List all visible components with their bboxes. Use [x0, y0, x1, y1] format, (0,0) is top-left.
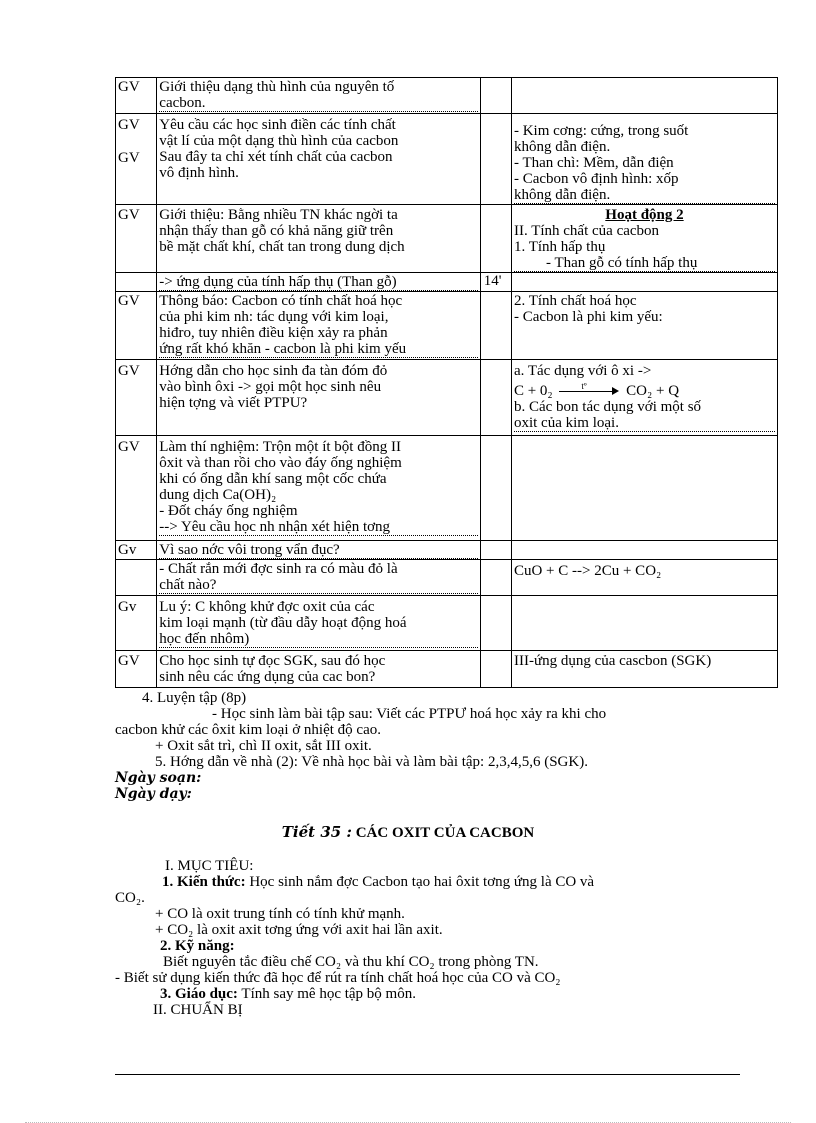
role-cell [116, 273, 157, 292]
date-taught: Ngày dạy: [115, 786, 192, 802]
knowledge-label: 1. Kiến thức: [162, 874, 246, 890]
activity-line: Sau đây ta chỉ xét tính chất của cacbon [159, 149, 393, 165]
role-cell: GV [116, 360, 157, 436]
education-text: Tính say mê học tập bộ môn. [241, 986, 416, 1002]
time-cell [480, 651, 511, 688]
time-cell [480, 436, 511, 541]
education-label: 3. Giáo dục: [160, 986, 238, 1002]
role-cell: GV [116, 78, 157, 114]
time-cell [480, 205, 511, 273]
reaction-arrow-icon [559, 380, 619, 397]
co-line: + CO là oxit trung tính có tính khử mạnh. [155, 906, 405, 922]
content-line: không dẫn điện. [514, 187, 775, 204]
footer-divider [115, 1074, 740, 1075]
time-cell [480, 560, 511, 596]
practice-line: cacbon khử các ôxit kim loại ở nhiệt độ cao. [115, 722, 381, 738]
content-cell [511, 436, 777, 541]
table-row [116, 596, 778, 651]
time-cell [480, 78, 511, 114]
activity-cell [157, 651, 480, 688]
activity-line: khi có ống dẫn khí sang một cốc chứa [159, 471, 387, 487]
content-line: a. Tác dụng với ô xi -> [513, 363, 652, 379]
content-cell [511, 651, 777, 688]
equation-right: CO₂ + Q [626, 383, 680, 399]
activity-line: dung dịch Ca(OH)₂ [159, 487, 277, 503]
role-cell [116, 560, 157, 596]
activity-line: vật lí của một dạng thù hình của cacbon [159, 133, 399, 149]
role-cell: GV [116, 205, 157, 273]
time-cell [480, 541, 511, 560]
practice-line: + Oxit sắt trì, chì II oxit, sắt III oxit. [155, 738, 372, 754]
objectives-section [115, 858, 755, 1018]
date-prepared: Ngày soạn: [115, 770, 202, 786]
activity-line: học đến nhôm) [159, 631, 477, 648]
practice-section [115, 690, 755, 802]
table-row [116, 651, 778, 688]
knowledge-text: Học sinh nắm đợc Cacbon tạo hai ôxit tơng ứng là CO và [249, 874, 595, 890]
activity-line: cacbon. [159, 95, 477, 112]
homework-line: 5. Hớng dẫn về nhà (2): Về nhà học bài và làm bài tập: 2,3,4,5,6 (SGK). [155, 754, 588, 770]
content-cell [511, 541, 777, 560]
content-line: 1. Tính hấp thụ [513, 239, 606, 255]
content-cell [511, 596, 777, 651]
content-line: - Than gỗ có tính hấp thụ [514, 255, 775, 272]
time-cell: 14' [480, 273, 511, 292]
content-cell [511, 273, 777, 292]
table-row [116, 205, 778, 273]
table-row [116, 114, 778, 205]
table-row [116, 541, 778, 560]
objectives-heading: I. MỤC TIÊU: [165, 858, 254, 874]
activity-line: sinh nêu các ứng dụng của cac bon? [159, 669, 376, 685]
content-cell [511, 114, 777, 205]
time-cell [480, 360, 511, 436]
content-cell [511, 292, 777, 360]
activity-line: nhận thấy than gỗ có khả năng giữ trên [159, 223, 394, 239]
skills-line: Biết nguyên tắc điều chế CO₂ và thu khí CO₂ trong phòng TN. [163, 954, 539, 970]
lesson-table [115, 77, 778, 688]
content-cell [511, 205, 777, 273]
skills-line: - Biết sử dụng kiến thức đã học để rút ra tính chất hoá học của CO và CO₂ [115, 970, 561, 986]
skills-label: 2. Kỹ năng: [160, 938, 235, 954]
activity-line: - Chất rắn mới đợc sinh ra có màu đỏ là [159, 561, 398, 577]
time-cell [480, 292, 511, 360]
activity-line: Yêu cầu các học sinh điền các tính chất [159, 117, 396, 133]
activity-cell [157, 541, 480, 560]
content-cell [511, 78, 777, 114]
activity-line: vô định hình. [159, 165, 239, 181]
activity-line: bề mặt chất khí, chất tan trong dung dịch [159, 239, 405, 255]
activity-cell [157, 360, 480, 436]
preparation-heading: II. CHUẨN BỊ [153, 1002, 243, 1018]
activity-line: hiđro, tuy nhiên điều kiện xảy ra phản [159, 325, 388, 341]
activity-line: --> Yêu cầu học nh nhận xét hiện tơng [159, 519, 477, 536]
practice-heading: 4. Luyện tập (8p) [142, 690, 247, 706]
content-line: III-ứng dụng của cascbon (SGK) [513, 653, 712, 669]
time-cell [480, 596, 511, 651]
content-line: - Kim cơng: cứng, trong suốt [513, 123, 689, 139]
time-cell [480, 114, 511, 205]
activity-line: Vì sao nớc vôi trong vẩn đục? [159, 542, 477, 559]
role-cell: GV [116, 292, 157, 360]
education-line [115, 986, 755, 1002]
table-row [116, 560, 778, 596]
role-label: GV [118, 150, 140, 166]
equation-left: C + 0₂ [513, 383, 553, 399]
activity-line: Lu ý: C không khử đợc oxit của các [159, 599, 375, 615]
activity-line: ôxit và than rồi cho vào đáy ống nghiệm [159, 455, 402, 471]
section-heading: Hoạt động 2 [605, 207, 684, 223]
lesson-prefix: Tiết 35 : [281, 823, 352, 841]
activity-line: Thông báo: Cacbon có tính chất hoá học [159, 293, 403, 309]
activity-line: Làm thí nghiệm: Trộn một ít bột đồng II [159, 439, 401, 455]
practice-line: - Học sinh làm bài tập sau: Viết các PTPƯ hoá học xảy ra khi cho [212, 706, 607, 722]
activity-line: của phi kim nh: tác dụng với kim loại, [159, 309, 389, 325]
role-cell: Gv [116, 596, 157, 651]
content-line: - Cacbon vô định hình: xốp [513, 171, 679, 187]
role-cell: Gv [116, 541, 157, 560]
activity-cell [157, 78, 480, 114]
activity-cell [157, 114, 480, 205]
table-row [116, 273, 778, 292]
content-line: CuO + C --> 2Cu + CO₂ [513, 563, 662, 579]
table-row [116, 292, 778, 360]
table-row [116, 78, 778, 114]
activity-cell [157, 205, 480, 273]
reaction-equation [513, 380, 775, 399]
activity-line: hiện tợng và viết PTPU? [159, 395, 308, 411]
activity-line: Cho học sinh tự đọc SGK, sau đó học [159, 653, 386, 669]
co2-line: + CO₂ là oxit axit tơng ứng với axit hai lần axit. [155, 922, 443, 938]
content-line: 2. Tính chất hoá học [513, 293, 637, 309]
content-line: oxit của kim loại. [514, 415, 775, 432]
activity-cell [157, 273, 480, 292]
activity-line: vào bình ôxi -> gọi một học sinh nêu [159, 379, 382, 395]
activity-line: - Đốt cháy ống nghiệm [159, 503, 298, 519]
knowledge-line: CO₂. [115, 890, 145, 906]
activity-cell [157, 436, 480, 541]
role-cell [116, 114, 157, 205]
activity-line: Giới thiệu dạng thù hình của nguyên tố [159, 79, 395, 95]
content-line: không dẫn điện. [513, 139, 611, 155]
arrow-label: tº [581, 380, 587, 391]
lesson-title-text: CÁC OXIT CỦA CACBON [355, 825, 535, 841]
content-line: - Cacbon là phi kim yếu: [513, 309, 663, 325]
activity-line: ứng rất khó khăn - cacbon là phi kim yếu [159, 341, 477, 358]
table-row [116, 436, 778, 541]
activity-line: chất nào? [159, 577, 477, 594]
activity-line: Giới thiệu: Bằng nhiều TN khác ngời ta [159, 207, 398, 223]
lesson-title [0, 824, 816, 841]
activity-line: kim loại mạnh (từ đầu dẫy hoạt động hoá [159, 615, 407, 631]
content-cell [511, 360, 777, 436]
content-cell [511, 560, 777, 596]
content-line: b. Các bon tác dụng với một số [513, 399, 702, 415]
content-line: II. Tính chất của cacbon [513, 223, 660, 239]
role-cell: GV [116, 651, 157, 688]
activity-cell [157, 560, 480, 596]
table-row [116, 360, 778, 436]
activity-line: Hớng dẫn cho học sinh đa tàn đóm đỏ [159, 363, 388, 379]
activity-cell [157, 292, 480, 360]
role-cell: GV [116, 436, 157, 541]
activity-cell [157, 596, 480, 651]
activity-line: -> ứng dụng của tính hấp thụ (Than gỗ) [159, 274, 477, 291]
content-line: - Than chì: Mềm, dẫn điện [513, 155, 674, 171]
role-label: GV [118, 117, 140, 133]
knowledge-line [115, 874, 755, 890]
